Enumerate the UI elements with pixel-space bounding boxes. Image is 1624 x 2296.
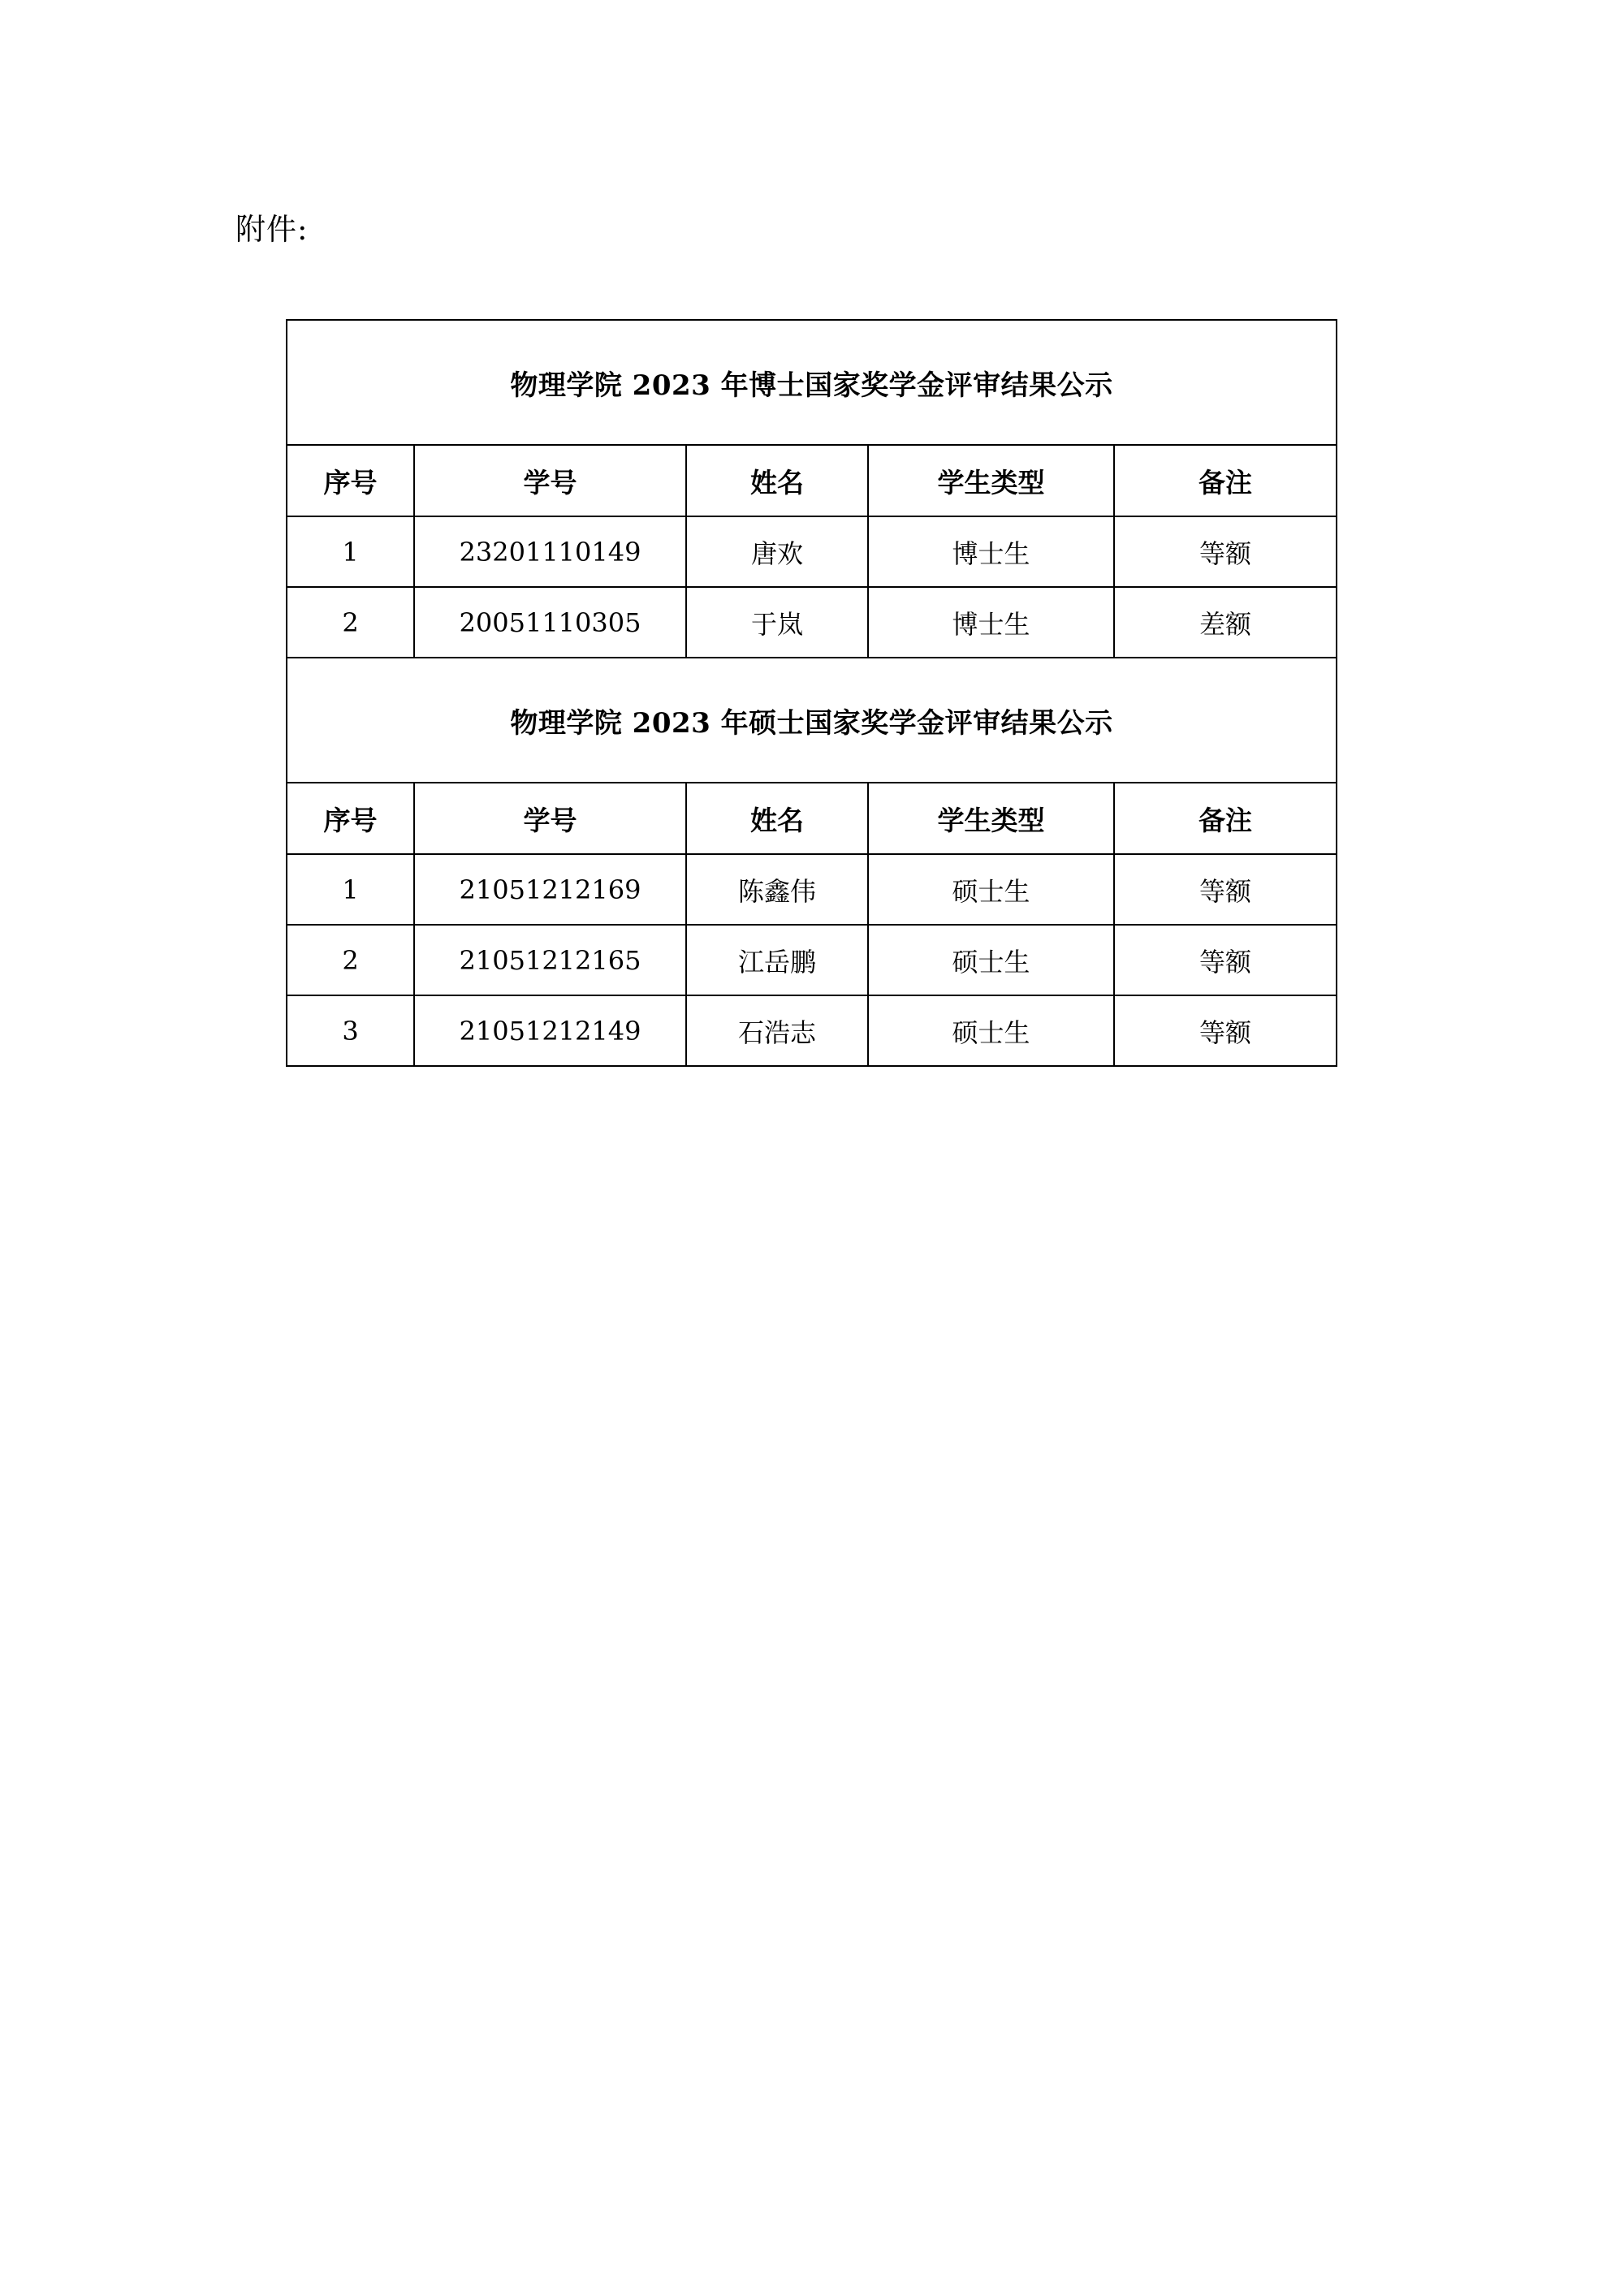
cell-remark: 差额 [1114, 587, 1337, 658]
cell-student-type: 博士生 [868, 516, 1114, 587]
cell-index: 2 [287, 587, 414, 658]
section-title-master: 物理学院 2023 年硕士国家奖学金评审结果公示 [287, 658, 1337, 783]
cell-name: 江岳鹏 [686, 925, 868, 995]
table-header-row-doctoral [287, 445, 1337, 516]
cell-index: 1 [287, 516, 414, 587]
attachment-label: 附件: [235, 212, 309, 247]
cell-student-type: 硕士生 [868, 925, 1114, 995]
cell-student-type: 硕士生 [868, 854, 1114, 925]
table-row [287, 854, 1337, 925]
cell-student-id: 20051110305 [414, 587, 686, 658]
column-header-student-type: 学生类型 [868, 445, 1114, 516]
cell-student-id: 21051212165 [414, 925, 686, 995]
cell-remark: 等额 [1114, 925, 1337, 995]
table-row [287, 587, 1337, 658]
cell-name: 陈鑫伟 [686, 854, 868, 925]
section-title-row-master [287, 658, 1337, 783]
table-row [287, 995, 1337, 1066]
cell-name: 于岚 [686, 587, 868, 658]
cell-student-id: 23201110149 [414, 516, 686, 587]
column-header-name: 姓名 [686, 445, 868, 516]
column-header-student-id: 学号 [414, 783, 686, 854]
column-header-student-type: 学生类型 [868, 783, 1114, 854]
cell-student-type: 硕士生 [868, 995, 1114, 1066]
cell-index: 2 [287, 925, 414, 995]
cell-index: 1 [287, 854, 414, 925]
cell-name: 石浩志 [686, 995, 868, 1066]
table-row [287, 516, 1337, 587]
cell-student-id: 21051212169 [414, 854, 686, 925]
column-header-index: 序号 [287, 783, 414, 854]
table-header-row-master [287, 783, 1337, 854]
cell-remark: 等额 [1114, 854, 1337, 925]
award-results-table [286, 319, 1337, 1067]
table-row [287, 925, 1337, 995]
cell-student-type: 博士生 [868, 587, 1114, 658]
section-title-doctoral: 物理学院 2023 年博士国家奖学金评审结果公示 [287, 320, 1337, 445]
cell-index: 3 [287, 995, 414, 1066]
column-header-remark: 备注 [1114, 445, 1337, 516]
column-header-remark: 备注 [1114, 783, 1337, 854]
cell-name: 唐欢 [686, 516, 868, 587]
column-header-name: 姓名 [686, 783, 868, 854]
cell-student-id: 21051212149 [414, 995, 686, 1066]
column-header-index: 序号 [287, 445, 414, 516]
cell-remark: 等额 [1114, 995, 1337, 1066]
cell-remark: 等额 [1114, 516, 1337, 587]
section-title-row-doctoral [287, 320, 1337, 445]
column-header-student-id: 学号 [414, 445, 686, 516]
